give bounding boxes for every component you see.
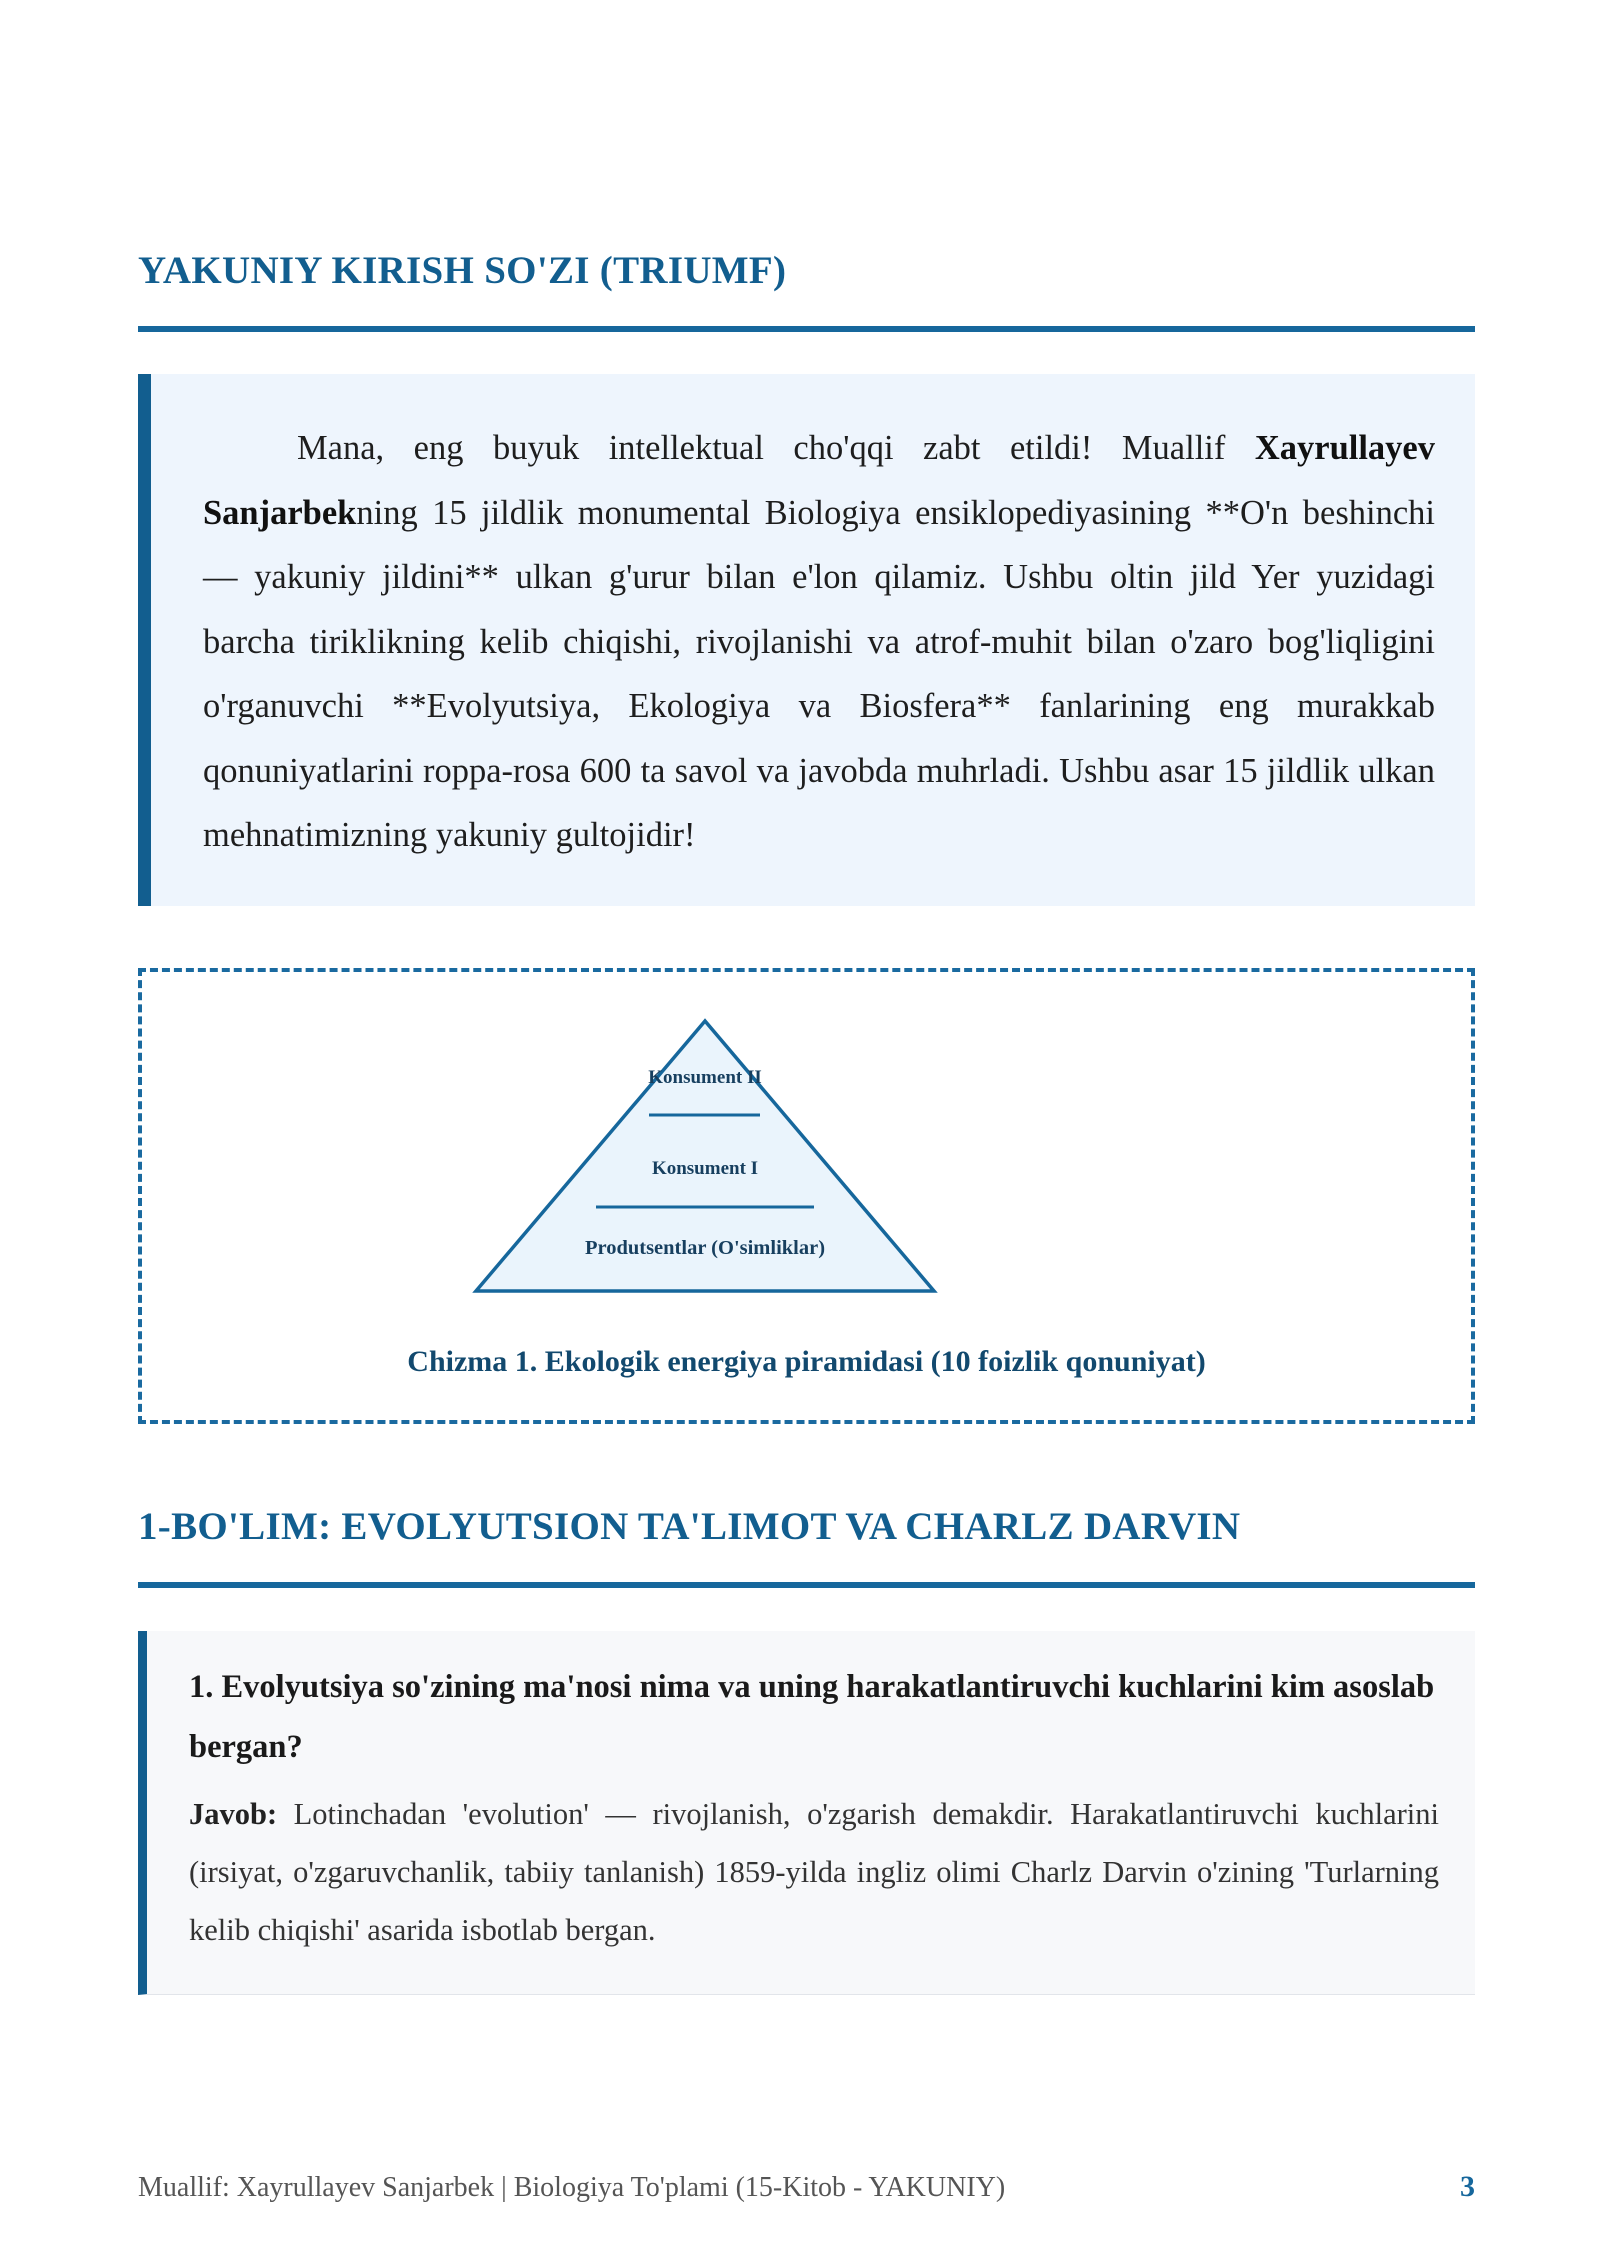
- page-number: 3: [1460, 2170, 1475, 2203]
- figure-caption: Chizma 1. Ekologik energiya piramidasi (10 foizlik qonuniyat): [407, 1345, 1206, 1378]
- author-name: Xayrullayev Sanjarbek: [203, 429, 1435, 532]
- intro-callout: [138, 374, 1475, 906]
- intro-text-start: Mana, eng buyuk intellektual cho'qqi zabt etildi! Muallif: [297, 429, 1255, 467]
- section-heading-intro: YAKUNIY KIRISH SO'ZI (TRIUMF): [138, 249, 787, 292]
- section-heading-1: 1-BO'LIM: EVOLYUTSION TA'LIMOT VA CHARLZ DARVIN: [138, 1505, 1241, 1548]
- intro-text-rest: ning 15 jildlik monumental Biologiya ensiklopediyasining **O'n beshinchi — yakuniy jildini** ulkan g'urur bilan e'lon qilamiz. Ushbu oltin jild Yer yuzidagi barcha tiriklikning kelib chiqishi, rivojlanishi va atrof-muhit bilan o'zaro bog'liqligini o'rganuvchi **Evolyutsiya, Ekologiya va Biosfera** fanlarining eng murakkab qonuniyatlarini roppa-rosa 600 ta savol va javobda muhrladi. Ushbu asar 15 jildlik ulkan mehnatimizning yakuniy gultojidir!: [203, 493, 1435, 854]
- footer-text: Muallif: Xayrullayev Sanjarbek | Biologiya To'plami (15-Kitob - YAKUNIY): [138, 2172, 1006, 2203]
- answer-label: Javob:: [189, 1797, 278, 1831]
- section-divider: [138, 1582, 1475, 1588]
- figure-box: [138, 968, 1475, 1424]
- question-text: 1. Evolyutsiya so'zining ma'nosi nima va uning harakatlantiruvchi kuchlarini kim asoslab bergan?: [189, 1669, 1435, 1765]
- pyramid-level-middle: Konsument I: [651, 1158, 759, 1179]
- qa-card: [138, 1631, 1475, 1995]
- intro-paragraph: [203, 416, 1435, 868]
- pyramid-level-top: Konsument II: [648, 1067, 762, 1088]
- heading-divider: [138, 326, 1475, 332]
- pyramid-level-base: Produtsentlar (O'simliklar): [584, 1237, 826, 1259]
- answer-body: Lotinchadan 'evolution' — rivojlanish, o'zgarish demakdir. Harakatlantiruvchi kuchlarini (irsiyat, o'zgaruvchanlik, tabiiy tanlanish) 1859-yilda ingliz olimi Charlz Darvin o'zining 'Turlarning kelib chiqishi' asarida isbotlab bergan.: [189, 1797, 1439, 1947]
- answer-text: [189, 1785, 1439, 1959]
